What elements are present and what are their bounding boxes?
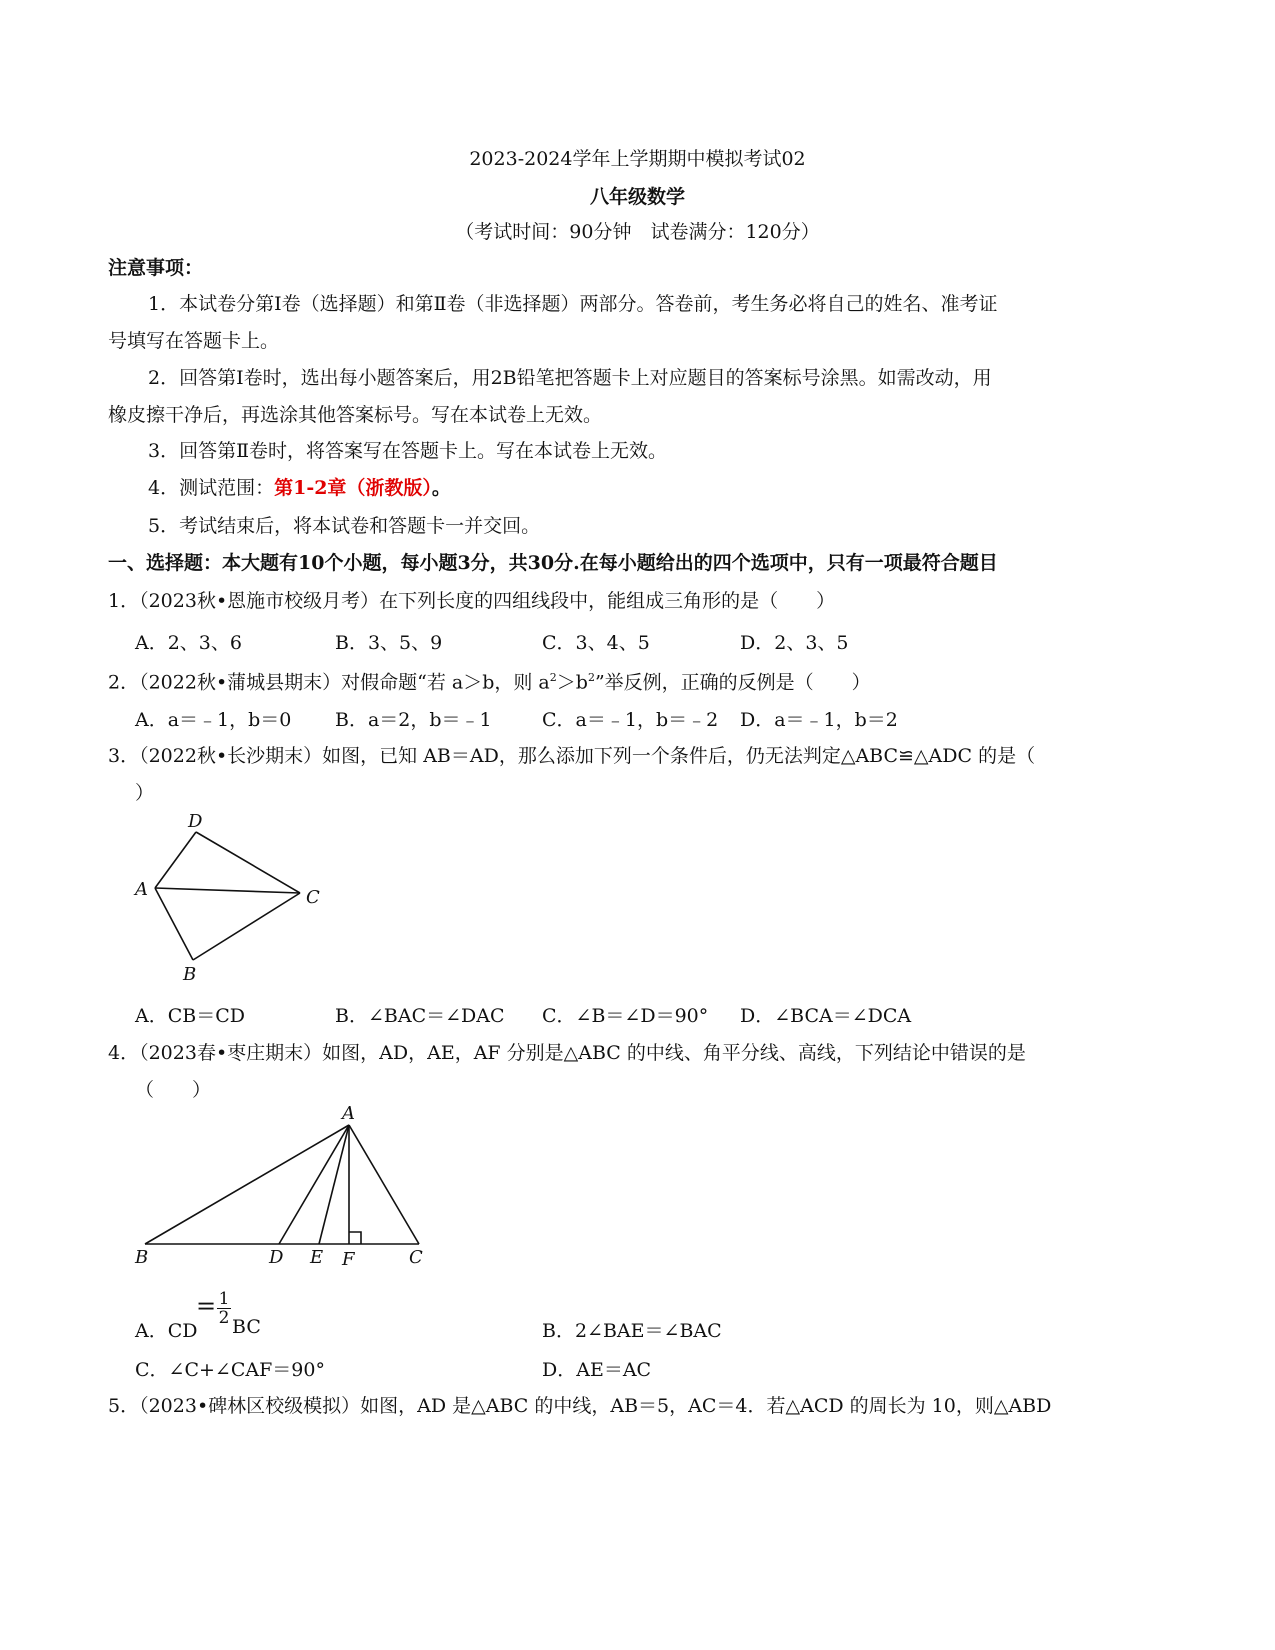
question-3-stem-line-1: 3．（2022秋•长沙期末）如图，已知 AB＝AD，那么添加下列一个条件后，仍无法判定△ABC≌△ADC 的是（: [108, 745, 1036, 767]
q4-option-a: [135, 1316, 198, 1343]
q3-segment-dc: [196, 832, 300, 893]
q4-label-c: C: [409, 1247, 423, 1268]
q3-option-c: C．∠B＝∠D＝90°: [542, 1005, 709, 1027]
q3-option-a: A．CB＝CD: [135, 1005, 245, 1027]
exam-subtitle: 八年级数学: [589, 186, 685, 208]
q4-option-c: C．∠C+∠CAF＝90°: [135, 1359, 325, 1381]
q4-option-a-pre: A．CD: [135, 1320, 198, 1342]
q1-option-a: A．2、3、6: [135, 632, 242, 654]
notice-item-2-line-1: 2．回答第Ⅰ卷时，选出每小题答案后，用2B铅笔把答题卡上对应题目的答案标号涂黑。如需改动，用: [148, 367, 992, 389]
q4-label-f: F: [342, 1249, 355, 1270]
q4-segment-ab: [145, 1125, 349, 1244]
q3-option-d: D．∠BCA＝∠DCA: [740, 1005, 912, 1027]
q4-label-b: B: [135, 1247, 149, 1268]
q2-option-b: B．a＝2，b＝﹣1: [335, 709, 492, 731]
q4-segment-ad: [279, 1125, 349, 1244]
q2-option-a: A．a＝﹣1，b＝0: [135, 709, 292, 731]
q3-label-d: D: [188, 811, 203, 832]
question-4-stem-line-1: 4．（2023春•枣庄期末）如图，AD，AE，AF 分别是△ABC 的中线、角平分线、高线，下列结论中错误的是: [108, 1042, 1026, 1064]
q4-figure-triangle: [128, 1103, 438, 1273]
q2-sup-2: 2: [587, 671, 595, 684]
notice-item-4-suffix: 。: [431, 477, 451, 499]
q2-stem-post: ”举反例，正确的反例是（ ）: [594, 671, 871, 694]
q2-option-c: C．a＝﹣1，b＝﹣2: [542, 709, 719, 731]
question-4-stem-line-2: （ ）: [135, 1079, 212, 1101]
q2-stem-pre: 2．（2022秋•蒲城县期末）对假命题“若 a＞b，则 a: [108, 671, 550, 694]
q1-option-b: B．3、5、9: [335, 632, 443, 654]
q3-segment-ad: [155, 832, 196, 888]
q4-right-angle-mark: [349, 1232, 361, 1244]
question-3-stem-line-2: ）: [135, 782, 155, 804]
q4-fraction-numerator: 1: [218, 1289, 230, 1309]
q3-segment-ab: [155, 888, 193, 960]
section-1-heading: 一、选择题：本大题有10个小题，每小题3分，共30分.在每小题给出的四个选项中，只有一项最符合题目: [108, 552, 998, 574]
question-5-stem: 5．（2023•碑林区校级模拟）如图，AD 是△ABC 的中线，AB＝5，AC＝4．若△ACD 的周长为 10，则△ABD: [108, 1395, 1052, 1417]
notice-item-4-prefix: 4．测试范围：: [148, 477, 275, 499]
q3-label-a: A: [135, 879, 148, 900]
exam-info: （考试时间：90分钟 试卷满分：120分）: [455, 221, 820, 243]
q4-option-a-fraction: [217, 1290, 231, 1327]
q4-label-e: E: [310, 1247, 324, 1268]
test-range: 第1-2章（浙教版）: [274, 477, 432, 499]
q4-segment-ac: [349, 1125, 419, 1244]
q4-option-b: B．2∠BAE＝∠BAC: [542, 1320, 722, 1342]
question-1-stem: 1．（2023秋•恩施市校级月考）在下列长度的四组线段中，能组成三角形的是（ ）: [108, 590, 836, 612]
q3-option-b: B．∠BAC＝∠DAC: [335, 1005, 505, 1027]
q4-label-d: D: [269, 1247, 284, 1268]
q1-option-c: C．3、4、5: [542, 632, 650, 654]
q2-sup-1: 2: [549, 671, 557, 684]
q2-option-d: D．a＝﹣1，b＝2: [740, 709, 898, 731]
q3-label-b: B: [183, 964, 197, 985]
q3-label-c: C: [306, 887, 320, 908]
exam-title: 2023-2024学年上学期期中模拟考试02: [469, 148, 806, 170]
q1-option-d: D．2、3、5: [740, 632, 849, 654]
q3-segment-ac: [155, 888, 300, 893]
notice-item-1-line-2: 号填写在答题卡上。: [108, 330, 280, 352]
notice-item-2-line-2: 橡皮擦干净后，再选涂其他答案标号。写在本试卷上无效。: [108, 404, 603, 426]
notice-item-5: 5．考试结束后，将本试卷和答题卡一并交回。: [148, 515, 541, 537]
notice-item-3: 3．回答第Ⅱ卷时，将答案写在答题卡上。写在本试卷上无效。: [148, 440, 668, 462]
q4-option-a-post: BC: [232, 1316, 261, 1338]
notice-heading: 注意事项：: [108, 257, 204, 279]
q3-figure-quadrilateral: [128, 805, 338, 990]
q4-option-a-equals: =: [196, 1292, 217, 1320]
q2-stem-mid: ＞b: [556, 671, 588, 694]
notice-item-1-line-1: 1．本试卷分第Ⅰ卷（选择题）和第Ⅱ卷（非选择题）两部分。答卷前，考生务必将自己的姓名、准考证: [148, 293, 998, 315]
q3-segment-bc: [193, 893, 300, 960]
q4-option-d: D．AE＝AC: [542, 1359, 652, 1381]
q4-segment-ae: [319, 1125, 349, 1244]
q4-label-a: A: [342, 1103, 355, 1124]
question-2-stem: [108, 664, 871, 696]
notice-item-4: [148, 474, 451, 502]
q4-fraction-denominator: 2: [218, 1308, 230, 1328]
